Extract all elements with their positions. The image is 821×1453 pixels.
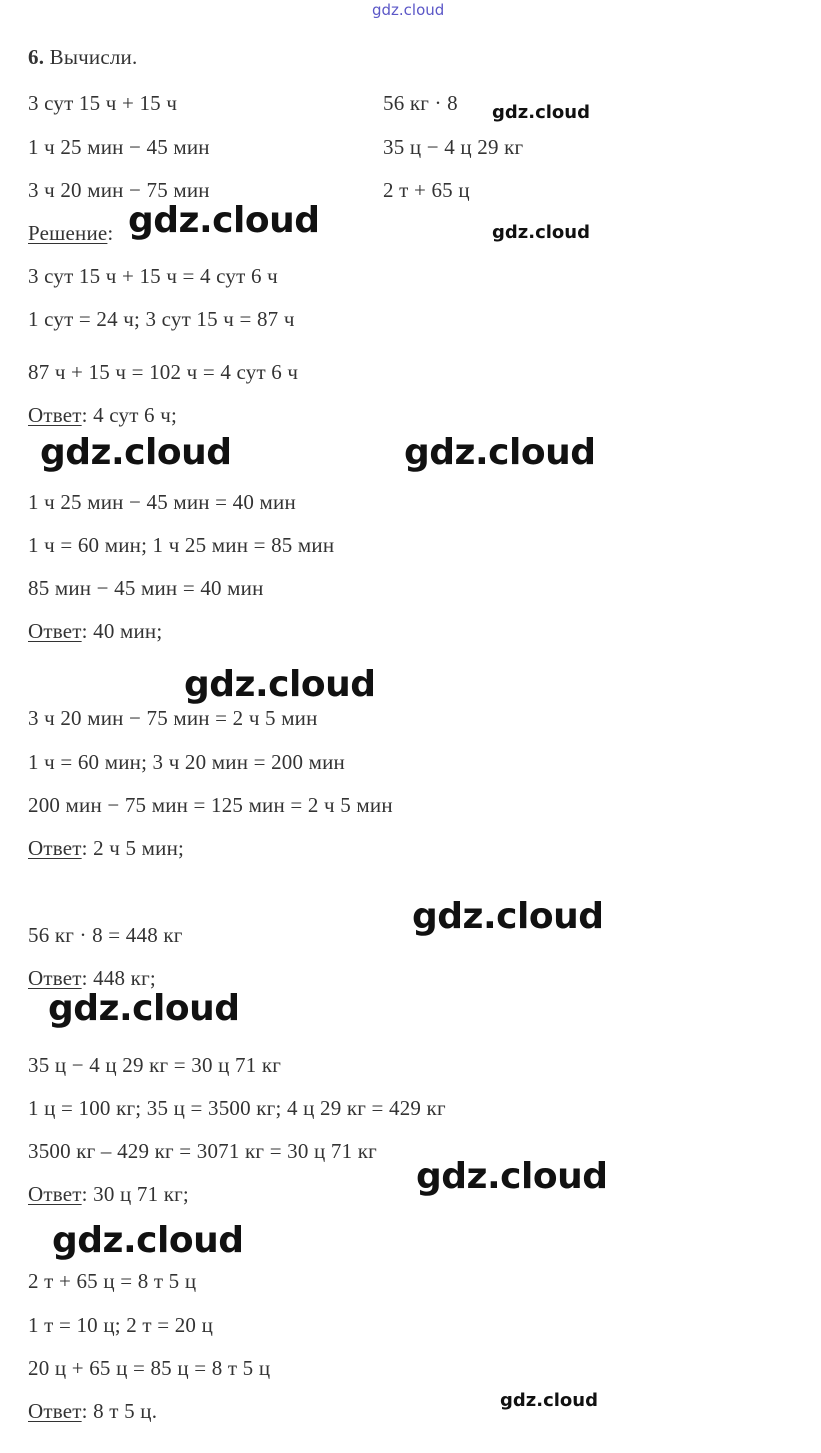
solution-1-answer <box>28 402 177 428</box>
answer-value: : 40 мин; <box>81 619 163 643</box>
answer-value: : 30 ц 71 кг; <box>81 1182 189 1206</box>
solution-6-line-2: 1 т = 10 ц; 2 т = 20 ц <box>28 1313 214 1337</box>
solution-1-line-1: 3 сут 15 ч + 15 ч = 4 сут 6 ч <box>28 264 278 288</box>
solution-6-line-1: 2 т + 65 ц = 8 т 5 ц <box>28 1269 197 1293</box>
watermark: gdz.cloud <box>492 102 590 123</box>
solution-6-line-3: 20 ц + 65 ц = 85 ц = 8 т 5 ц <box>28 1356 271 1380</box>
watermark: gdz.cloud <box>184 664 376 705</box>
watermark: gdz.cloud <box>48 988 240 1029</box>
answer-value: : 8 т 5 ц. <box>81 1399 158 1423</box>
task-number: 6. <box>28 45 45 69</box>
answer-label: Ответ <box>28 1182 82 1206</box>
problem-right-3: 2 т + 65 ц <box>383 178 470 202</box>
solution-label: Решение <box>28 221 108 245</box>
answer-label: Ответ <box>28 966 82 990</box>
watermark: gdz.cloud <box>40 432 232 473</box>
answer-label: Ответ <box>28 836 82 860</box>
answer-value: : 2 ч 5 мин; <box>81 836 185 860</box>
task-header <box>28 44 137 70</box>
solution-2-line-1: 1 ч 25 мин − 45 мин = 40 мин <box>28 490 296 514</box>
solution-4-line-1: 56 кг · 8 = 448 кг <box>28 923 183 947</box>
problem-left-3: 3 ч 20 мин − 75 мин <box>28 178 210 202</box>
solution-2-answer <box>28 618 162 644</box>
answer-label: Ответ <box>28 1399 82 1423</box>
solution-3-line-1: 3 ч 20 мин − 75 мин = 2 ч 5 мин <box>28 706 318 730</box>
solution-5-line-2: 1 ц = 100 кг; 35 ц = 3500 кг; 4 ц 29 кг = 429 кг <box>28 1096 446 1120</box>
solution-3-line-2: 1 ч = 60 мин; 3 ч 20 мин = 200 мин <box>28 750 345 774</box>
solution-1-line-2: 1 сут = 24 ч; 3 сут 15 ч = 87 ч <box>28 307 295 331</box>
solution-heading: Решение: <box>28 221 114 245</box>
watermark: gdz.cloud <box>492 222 590 243</box>
watermark: gdz.cloud <box>500 1390 598 1411</box>
task-title: Вычисли. <box>49 45 138 69</box>
answer-value: : 448 кг; <box>81 966 156 990</box>
solution-3-line-3: 200 мин − 75 мин = 125 мин = 2 ч 5 мин <box>28 793 393 817</box>
solution-2-line-2: 1 ч = 60 мин; 1 ч 25 мин = 85 мин <box>28 533 335 557</box>
solution-1-line-3: 87 ч + 15 ч = 102 ч = 4 сут 6 ч <box>28 360 299 384</box>
watermark: gdz.cloud <box>404 432 596 473</box>
solution-2-line-3: 85 мин − 45 мин = 40 мин <box>28 576 264 600</box>
answer-label: Ответ <box>28 619 82 643</box>
answer-value: : 4 сут 6 ч; <box>81 403 177 427</box>
problem-right-2: 35 ц − 4 ц 29 кг <box>383 135 524 159</box>
solution-5-line-1: 35 ц − 4 ц 29 кг = 30 ц 71 кг <box>28 1053 282 1077</box>
problem-left-2: 1 ч 25 мин − 45 мин <box>28 135 210 159</box>
solution-3-answer <box>28 835 184 861</box>
watermark: gdz.cloud <box>412 896 604 937</box>
solution-5-answer <box>28 1181 189 1207</box>
watermark-top: gdz.cloud <box>372 1 445 19</box>
watermark: gdz.cloud <box>52 1220 244 1261</box>
problem-right-1: 56 кг · 8 <box>383 91 458 115</box>
answer-label: Ответ <box>28 403 82 427</box>
watermark: gdz.cloud <box>416 1156 608 1197</box>
problem-left-1: 3 сут 15 ч + 15 ч <box>28 91 178 115</box>
solution-6-answer <box>28 1398 157 1424</box>
solution-5-line-3: 3500 кг – 429 кг = 3071 кг = 30 ц 71 кг <box>28 1139 377 1163</box>
watermark: gdz.cloud <box>128 200 320 241</box>
